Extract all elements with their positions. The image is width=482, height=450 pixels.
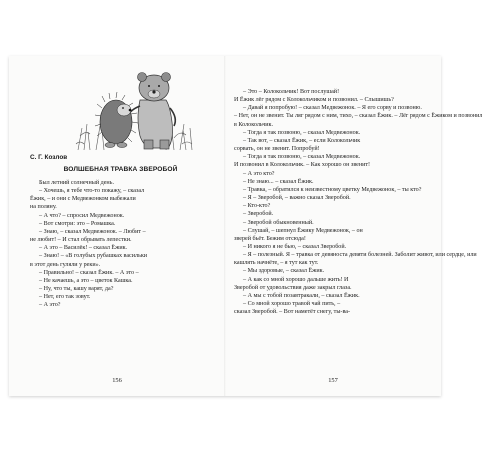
text-line: сказал Зверобой. – Вот наметёт снегу, ты-ва- [234, 309, 350, 316]
text-line: И позвонил в Колокольчик. – Как хорошо он звенит! [234, 162, 371, 169]
author-name: С. Г. Козлов [30, 154, 68, 161]
text-line: – Так вот, – сказал Ёжик, – если Колокольчик [243, 137, 361, 144]
hedgehog-and-bear-illustration [74, 66, 194, 150]
text-line: – Нет, он не звенит. Ты ляг рядом с ним, тихо, – сказал Ёжик. – Лёг рядом с Ёжиком и позвонил [234, 113, 482, 120]
text-line: – Знаю, – сказал Медвежонок. – Любит – [39, 228, 146, 235]
right-page-text [234, 88, 482, 316]
page-number-right: 157 [328, 377, 338, 384]
text-line: зверей бьёт. Бежим отсюда! [234, 235, 306, 242]
text-line: – Зверобой. [243, 211, 274, 218]
story-title: ВОЛШЕБНАЯ ТРАВКА ЗВЕРОБОЙ [63, 166, 178, 173]
text-line: – Не знаю... – сказал Ёжик. [243, 178, 314, 185]
text-line: – Это – Колокольчик! Вот послушай! [243, 89, 340, 95]
page-number-left: 156 [112, 377, 122, 384]
text-line: – Зверобой обыкновенный. [243, 219, 314, 226]
left-page-text [30, 179, 217, 310]
text-line: – Мы здоровые, – сказал Ёжик. [243, 268, 325, 275]
text-line: – А мы с тобой позавтракали, – сказал Ёжик. [243, 292, 360, 299]
text-line: – А как со мной хорошо дальше жить! И [243, 276, 349, 283]
text-line: – Вот смотри: это – Ромашка. [39, 220, 116, 227]
text-line: в этот день гуляли у реки». [30, 261, 101, 268]
text-line: Зверобой от удовольствия даже закрыл глаза. [234, 284, 352, 291]
text-line: на поляну. [30, 204, 57, 211]
text-line: – Хочешь, я тебе что-то покажу, – сказал [39, 188, 145, 195]
text-line: – Со мной хорошо травой чай пить, – [243, 301, 341, 308]
text-line: – А это кто? [243, 170, 275, 177]
text-line: – Тогда я так позвоню, – сказал Медвежонок. [243, 154, 361, 161]
text-line: Ёжик, – и они с Медвежонком выбежали [30, 196, 136, 203]
text-line: кашлять начнёте, – я тут как тут. [234, 260, 319, 267]
illustration-drawing [74, 66, 194, 150]
text-line: – Не качаешь, а это – цветок Кашка. [39, 277, 133, 284]
text-line: – Кто-кто? [243, 203, 271, 210]
text-line: в Колокольчик. [234, 121, 273, 128]
text-line: – Я – полезный. Я – травка от девяноста девяти болезней. Заболит живот, или сердце, или [243, 252, 477, 259]
book-spread [9, 56, 482, 396]
text-line: – Травка, – обратился к неизвестному цветку Медвежонок, – ты кто? [243, 186, 422, 193]
text-line: – И никого я не бью, – сказал Зверобой. [243, 243, 347, 250]
text-line: – Нет, его так зовут. [39, 294, 91, 301]
text-line: – Тогда я так позвоню, – сказал Медвежонок. [243, 129, 361, 136]
text-line: не любит! – И стал обрывать лепестки. [30, 237, 132, 244]
right-page [225, 56, 482, 396]
text-line: – Знаю! – «В голубых рубашках васильки [39, 253, 148, 260]
text-line: – Я – Зверобой, – важно сказал Зверобой. [243, 195, 351, 202]
left-page [9, 56, 225, 396]
text-line: – Правильно! – сказал Ёжик. – А это – [39, 269, 139, 276]
text-line: – Ну, что ты, кашу варят, да? [39, 286, 114, 293]
text-line: Был летний солнечный день. [39, 180, 114, 186]
text-line: – Слушай, – шепнул Ёжику Медвежонок, – он [243, 227, 363, 234]
text-line: – А что? – спросил Медвежонок. [39, 212, 125, 219]
text-line: – А это? [39, 302, 61, 309]
text-line: – А это – Василёк! – сказал Ёжик. [39, 245, 128, 252]
text-line: – Давай я попробую! – сказал Медвежонок. – Я его сорву и позвоню. [243, 105, 422, 112]
text-line: сорвать, он не звенит. Попробуй! [234, 146, 320, 153]
text-line: И Ёжик лёг рядом с Колокольчиком и позвонил. – Слышишь? [234, 97, 394, 104]
